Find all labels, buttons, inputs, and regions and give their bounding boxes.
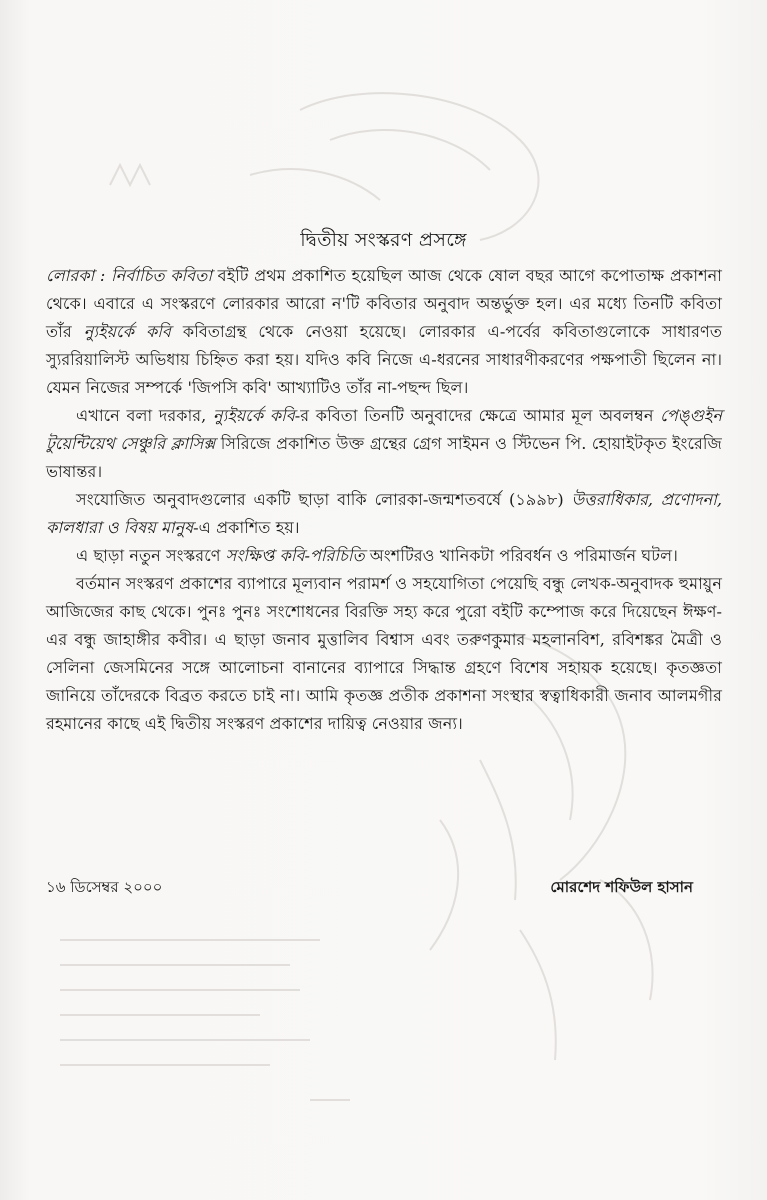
date: ১৬ ডিসেম্বর ২০০০ <box>46 878 163 896</box>
paragraph-text: -এ প্রকাশিত হয়। <box>193 518 300 537</box>
paragraph-text: সংযোজিত অনুবাদগুলোর একটি ছাড়া বাকি লোরকা-জন্মশতবর্ষে (১৯৯৮) <box>76 490 572 509</box>
paragraph-text: কবিতাগ্রন্থ থেকে নেওয়া হয়েছে। লোরকার এ-পর্বের কবিতাগুলোকে সাধারণত স্যুররিয়ালিস্ট অভিধায় চিহ্নিত করা হয়। যদিও কবি নিজে এ-ধরনের সাধারণীকরণের পক্ষপাতী ছিলেন না। যেমন নিজের সম্পর্কে 'জিপসি কবি' আখ্যাটিও তাঁর না-পছন্দ ছিল। <box>46 322 722 397</box>
italic-title-text: ন্যুইয়র্কে কবি <box>83 322 171 341</box>
italic-title-text: লোরকা : নির্বাচিত কবিতা <box>46 266 213 285</box>
preface-body <box>46 262 722 738</box>
italic-title-text: উত্তরাধিকার, প্রণোদনা, কালধারা ও বিষয় মানুষ <box>46 490 722 537</box>
paragraph <box>46 542 722 570</box>
paragraph-text: এ ছাড়া নতুন সংস্করণে <box>76 546 226 565</box>
paragraph-text: অংশটিরও খানিকটা পরিবর্ধন ও পরিমার্জন ঘটল। <box>364 546 678 565</box>
page-title: দ্বিতীয় সংস্করণ প্রসঙ্গে <box>300 229 467 251</box>
italic-title-text: ন্যুইয়র্কে কবি <box>212 406 295 425</box>
paragraph <box>46 402 722 486</box>
paragraph-text: এখানে বলা দরকার, <box>76 406 213 425</box>
paragraph-text: সিরিজে প্রকাশিত উক্ত গ্রন্থের গ্রেগ সাইমন ও স্টিভেন পি. হোয়াইটকৃত ইংরেজি ভাষান্তর। <box>46 434 722 481</box>
paragraph <box>46 570 722 738</box>
italic-title-text: পেঙ্গুইন টুয়েন্টিয়েথ সেঞ্চুরি ক্লাসিক্স <box>46 406 722 453</box>
author-signature: মোরশেদ শফিউল হাসান <box>550 878 693 896</box>
paragraph <box>46 486 722 542</box>
italic-title-text: সংক্ষিপ্ত কবি-পরিচিতি <box>225 546 365 565</box>
paragraph <box>46 262 722 402</box>
paragraph-text: বইটি প্রথম প্রকাশিত হয়েছিল আজ থেকে ষোল বছর আগে কপোতাক্ষ প্রকাশনা থেকে। এবারে এ সংস্করণে লোরকার আরো ন'টি কবিতার অনুবাদ অন্তর্ভুক্ত হল। এর মধ্যে তিনটি কবিতা তাঁর <box>46 266 722 341</box>
paragraph-text: -র কবিতা তিনটি অনুবাদের ক্ষেত্রে আমার মূল অবলম্বন <box>294 406 661 425</box>
paragraph-text: বর্তমান সংস্করণ প্রকাশের ব্যাপারে মূল্যবান পরামর্শ ও সহযোগিতা পেয়েছি বন্ধু লেখক-অনুবাদক হুমায়ুন আজিজের কাছ থেকে। পুনঃ পুনঃ সংশোধনের বিরক্তি সহ্য করে পুরো বইটি কম্পোজ করে দিয়েছেন ঈক্ষণ-এর বন্ধু জাহাঙ্গীর কবীর। এ ছাড়া জনাব মুত্তালিব বিশ্বাস এবং তরুণকুমার মহলানবিশ, রবিশঙ্কর মৈত্রী ও সেলিনা জেসমিনের সঙ্গে আলোচনা বানানের ব্যাপারে সিদ্ধান্ত গ্রহণে বিশেষ সহায়ক হয়েছে। কৃতজ্ঞতা জানিয়ে তাঁদেরকে বিব্রত করতে চাই না। আমি কৃতজ্ঞ প্রতীক প্রকাশনা সংস্থার স্বত্বাধিকারী জনাব আলমগীর রহমানের কাছে এই দ্বিতীয় সংস্করণ প্রকাশের দায়িত্ব নেওয়ার জন্য। <box>46 574 722 733</box>
